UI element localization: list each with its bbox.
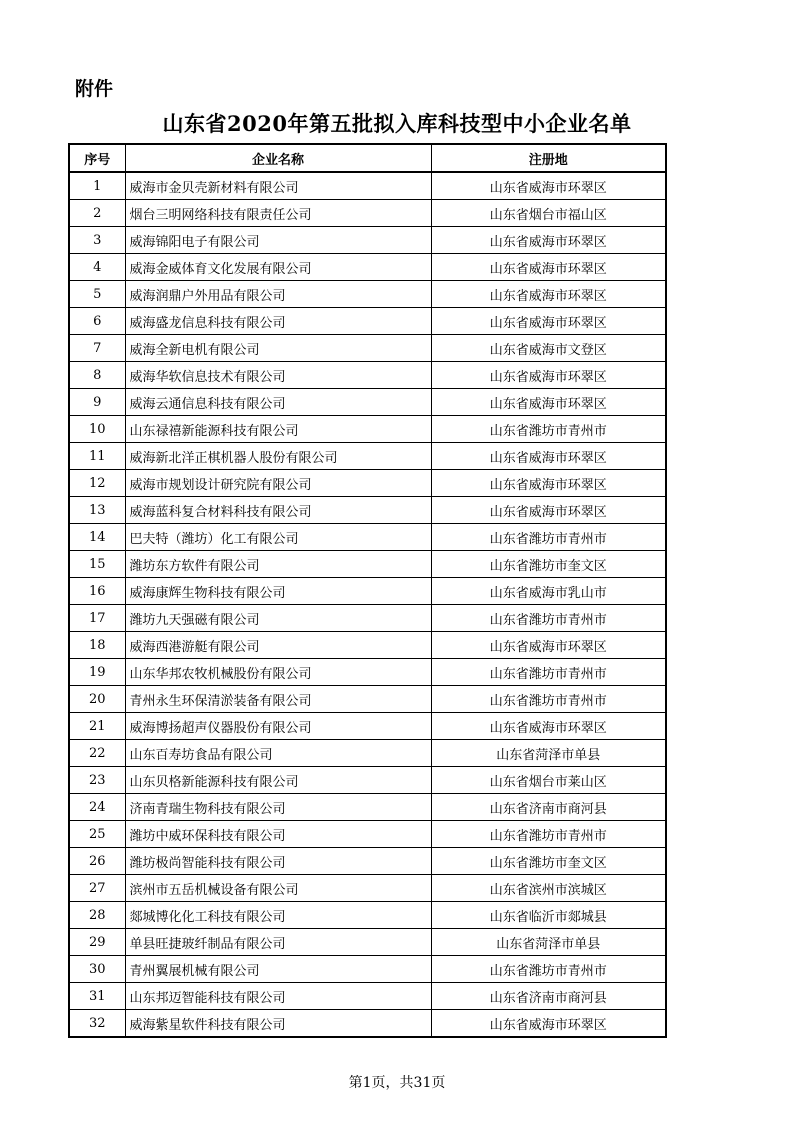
registration-location: 山东省临沂市郯城县 <box>431 902 666 929</box>
company-name: 山东禄禧新能源科技有限公司 <box>125 416 431 443</box>
registration-location: 山东省威海市环翠区 <box>431 362 666 389</box>
row-number: 3 <box>69 227 125 254</box>
registration-location: 山东省济南市商河县 <box>431 794 666 821</box>
table-row <box>69 902 666 929</box>
registration-location: 山东省烟台市福山区 <box>431 200 666 227</box>
company-name: 单县旺捷玻纤制品有限公司 <box>125 929 431 956</box>
registration-location: 山东省潍坊市青州市 <box>431 524 666 551</box>
row-number: 13 <box>69 497 125 524</box>
table-row <box>69 578 666 605</box>
registration-location: 山东省威海市环翠区 <box>431 172 666 200</box>
registration-location: 山东省潍坊市奎文区 <box>431 551 666 578</box>
company-name: 滨州市五岳机械设备有限公司 <box>125 875 431 902</box>
table-body <box>69 172 666 1037</box>
table-row <box>69 172 666 200</box>
company-name: 青州永生环保清淤装备有限公司 <box>125 686 431 713</box>
company-name: 郯城博化化工科技有限公司 <box>125 902 431 929</box>
company-name: 威海锦阳电子有限公司 <box>125 227 431 254</box>
row-number: 6 <box>69 308 125 335</box>
table-row <box>69 524 666 551</box>
registration-location: 山东省潍坊市青州市 <box>431 659 666 686</box>
registration-location: 山东省潍坊市奎文区 <box>431 848 666 875</box>
table-row <box>69 200 666 227</box>
table-row <box>69 389 666 416</box>
company-name: 威海市金贝壳新材料有限公司 <box>125 172 431 200</box>
registration-location: 山东省威海市环翠区 <box>431 389 666 416</box>
registration-location: 山东省威海市环翠区 <box>431 1010 666 1038</box>
row-number: 20 <box>69 686 125 713</box>
registration-location: 山东省济南市商河县 <box>431 983 666 1010</box>
row-number: 14 <box>69 524 125 551</box>
row-number: 17 <box>69 605 125 632</box>
company-name: 济南青瑞生物科技有限公司 <box>125 794 431 821</box>
row-number: 19 <box>69 659 125 686</box>
registration-location: 山东省威海市环翠区 <box>431 227 666 254</box>
table-row <box>69 362 666 389</box>
company-name: 威海博扬超声仪器股份有限公司 <box>125 713 431 740</box>
row-number: 21 <box>69 713 125 740</box>
table-row <box>69 686 666 713</box>
registration-location: 山东省潍坊市青州市 <box>431 821 666 848</box>
table-row <box>69 713 666 740</box>
table-row <box>69 875 666 902</box>
row-number: 11 <box>69 443 125 470</box>
table-row <box>69 767 666 794</box>
row-number: 1 <box>69 172 125 200</box>
registration-location: 山东省烟台市莱山区 <box>431 767 666 794</box>
table-row <box>69 740 666 767</box>
row-number: 26 <box>69 848 125 875</box>
registration-location: 山东省潍坊市青州市 <box>431 416 666 443</box>
table-row <box>69 227 666 254</box>
row-number: 18 <box>69 632 125 659</box>
registration-location: 山东省威海市环翠区 <box>431 632 666 659</box>
company-name: 威海新北洋正棋机器人股份有限公司 <box>125 443 431 470</box>
company-name: 烟台三明网络科技有限责任公司 <box>125 200 431 227</box>
registration-location: 山东省威海市环翠区 <box>431 443 666 470</box>
row-number: 24 <box>69 794 125 821</box>
table-row <box>69 254 666 281</box>
registration-location: 山东省潍坊市青州市 <box>431 686 666 713</box>
header-name: 企业名称 <box>125 144 431 172</box>
row-number: 7 <box>69 335 125 362</box>
table-row <box>69 794 666 821</box>
company-name: 山东华邦农牧机械股份有限公司 <box>125 659 431 686</box>
company-name: 威海盛龙信息科技有限公司 <box>125 308 431 335</box>
registration-location: 山东省威海市环翠区 <box>431 713 666 740</box>
header-loc: 注册地 <box>431 144 666 172</box>
registration-location: 山东省威海市乳山市 <box>431 578 666 605</box>
row-number: 16 <box>69 578 125 605</box>
attachment-label: 附件 <box>75 78 114 100</box>
row-number: 15 <box>69 551 125 578</box>
registration-location: 山东省潍坊市青州市 <box>431 956 666 983</box>
table-header-row <box>69 144 666 172</box>
registration-location: 山东省威海市环翠区 <box>431 470 666 497</box>
table-row <box>69 497 666 524</box>
row-number: 28 <box>69 902 125 929</box>
page-title: 山东省2020年第五批拟入库科技型中小企业名单 <box>162 111 632 136</box>
header-num: 序号 <box>69 144 125 172</box>
row-number: 4 <box>69 254 125 281</box>
row-number: 9 <box>69 389 125 416</box>
company-name: 潍坊极尚智能科技有限公司 <box>125 848 431 875</box>
row-number: 31 <box>69 983 125 1010</box>
table-row <box>69 416 666 443</box>
registration-location: 山东省菏泽市单县 <box>431 929 666 956</box>
table-row <box>69 956 666 983</box>
company-name: 威海云通信息科技有限公司 <box>125 389 431 416</box>
row-number: 12 <box>69 470 125 497</box>
table-row <box>69 659 666 686</box>
company-table <box>68 143 667 1038</box>
company-name: 潍坊东方软件有限公司 <box>125 551 431 578</box>
registration-location: 山东省威海市环翠区 <box>431 308 666 335</box>
row-number: 27 <box>69 875 125 902</box>
table-row <box>69 1010 666 1038</box>
row-number: 10 <box>69 416 125 443</box>
table-row <box>69 443 666 470</box>
registration-location: 山东省威海市文登区 <box>431 335 666 362</box>
row-number: 2 <box>69 200 125 227</box>
company-name: 威海金威体育文化发展有限公司 <box>125 254 431 281</box>
company-name: 潍坊九天强磁有限公司 <box>125 605 431 632</box>
company-name: 威海紫星软件科技有限公司 <box>125 1010 431 1038</box>
row-number: 32 <box>69 1010 125 1038</box>
page-footer: 第1页，共31页 <box>348 1075 446 1091</box>
row-number: 25 <box>69 821 125 848</box>
company-name: 威海康辉生物科技有限公司 <box>125 578 431 605</box>
row-number: 30 <box>69 956 125 983</box>
company-name: 山东贝格新能源科技有限公司 <box>125 767 431 794</box>
row-number: 5 <box>69 281 125 308</box>
row-number: 23 <box>69 767 125 794</box>
registration-location: 山东省威海市环翠区 <box>431 497 666 524</box>
registration-location: 山东省菏泽市单县 <box>431 740 666 767</box>
table-row <box>69 281 666 308</box>
row-number: 29 <box>69 929 125 956</box>
row-number: 8 <box>69 362 125 389</box>
company-name: 潍坊中威环保科技有限公司 <box>125 821 431 848</box>
table-row <box>69 983 666 1010</box>
table-row <box>69 335 666 362</box>
company-name: 威海全新电机有限公司 <box>125 335 431 362</box>
company-name: 青州翼展机械有限公司 <box>125 956 431 983</box>
company-name: 威海西港游艇有限公司 <box>125 632 431 659</box>
company-name: 山东百寿坊食品有限公司 <box>125 740 431 767</box>
company-name: 山东邦迈智能科技有限公司 <box>125 983 431 1010</box>
registration-location: 山东省威海市环翠区 <box>431 281 666 308</box>
table-row <box>69 605 666 632</box>
registration-location: 山东省滨州市滨城区 <box>431 875 666 902</box>
table-row <box>69 308 666 335</box>
company-name: 威海市规划设计研究院有限公司 <box>125 470 431 497</box>
table-row <box>69 821 666 848</box>
table-row <box>69 632 666 659</box>
registration-location: 山东省潍坊市青州市 <box>431 605 666 632</box>
company-name: 威海蓝科复合材料科技有限公司 <box>125 497 431 524</box>
table-row <box>69 470 666 497</box>
row-number: 22 <box>69 740 125 767</box>
company-name: 威海华软信息技术有限公司 <box>125 362 431 389</box>
table-row <box>69 848 666 875</box>
table-row <box>69 929 666 956</box>
company-name: 巴夫特（潍坊）化工有限公司 <box>125 524 431 551</box>
registration-location: 山东省威海市环翠区 <box>431 254 666 281</box>
company-name: 威海润鼎户外用品有限公司 <box>125 281 431 308</box>
table-row <box>69 551 666 578</box>
